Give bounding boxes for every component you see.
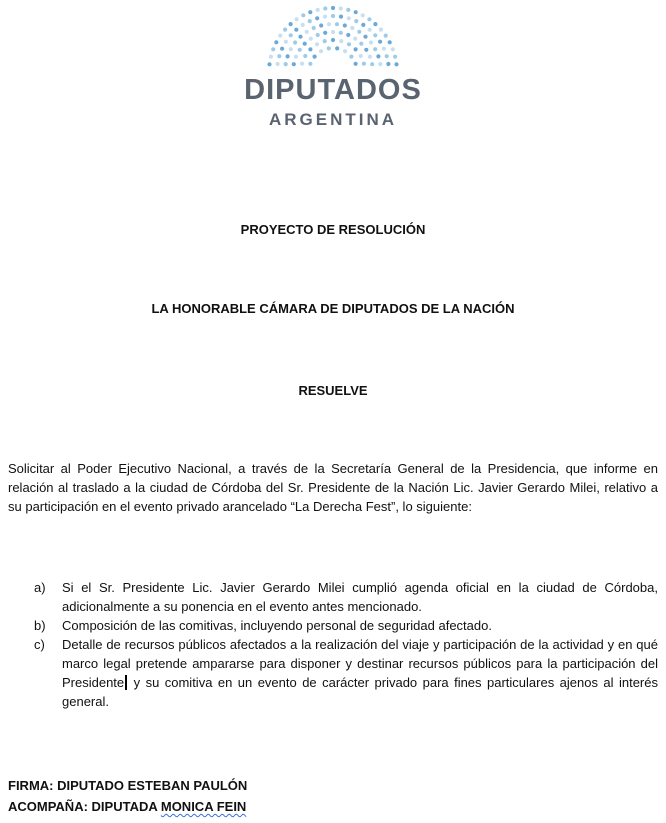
seat-dot	[339, 39, 343, 43]
seat-dot	[315, 16, 319, 20]
seat-dot	[293, 40, 297, 44]
text-cursor	[125, 675, 127, 690]
seat-dot	[323, 31, 327, 35]
seat-dot	[274, 40, 278, 44]
seat-dot	[364, 48, 368, 52]
seat-dot	[323, 15, 327, 19]
seat-dot	[353, 37, 357, 41]
seat-dot	[346, 8, 350, 12]
seat-dot	[316, 8, 320, 12]
seat-dot	[301, 23, 305, 27]
seat-dot	[343, 49, 347, 53]
seat-dot	[382, 47, 386, 51]
seat-dot	[267, 62, 271, 66]
list-item-text: Detalle de recursos públicos afectados a la realización del viaje y participación de la actividad y en qué marco legal pretende ampararse para disponer y destinar recursos públicos para la participación del Presidente	[62, 637, 658, 690]
seat-dot	[331, 14, 335, 18]
seat-dot	[276, 62, 280, 66]
seat-dot	[394, 62, 398, 66]
seat-dot	[359, 54, 363, 58]
seat-dot	[277, 54, 281, 58]
seat-dot	[319, 49, 323, 53]
seat-dot	[373, 22, 377, 26]
seat-dot	[347, 42, 351, 46]
seat-dot	[312, 26, 316, 30]
seat-dot	[385, 54, 389, 58]
seat-dot	[331, 6, 335, 10]
seat-dot	[349, 55, 353, 59]
seat-dot	[289, 22, 293, 26]
seat-dot	[370, 62, 374, 66]
seat-dot	[323, 6, 327, 10]
seat-dot	[283, 28, 287, 32]
seat-dot	[367, 17, 371, 21]
seat-dot	[373, 47, 377, 51]
seat-dot	[368, 28, 372, 32]
list-item-text: Si el Sr. Presidente Lic. Javier Gerardo Milei cumplió agenda oficial en la ciudad de Córdoba, adicionalmente a su ponencia en el evento antes mencionado.	[62, 580, 658, 614]
seat-dot	[327, 22, 331, 26]
seat-dot	[359, 42, 363, 46]
seat-dot	[373, 33, 377, 37]
seat-dot	[313, 55, 317, 59]
seat-dot	[335, 22, 339, 26]
seat-dot	[292, 62, 296, 66]
seat-dot	[384, 34, 388, 38]
seat-dot	[378, 62, 382, 66]
seat-dot	[295, 17, 299, 21]
diputados-logo	[0, 0, 666, 140]
seat-dot	[308, 47, 312, 51]
seat-dot	[294, 55, 298, 59]
chamber-heading: LA HONORABLE CÁMARA DE DIPUTADOS DE LA NACIÓN	[151, 301, 515, 316]
seat-dot	[369, 40, 373, 44]
logo-title: DIPUTADOS	[244, 74, 422, 106]
chamber-seats-icon	[256, 4, 410, 74]
seat-dot	[271, 47, 275, 51]
signature-firma: FIRMA: DIPUTADO ESTEBAN PAULÓN	[8, 778, 248, 793]
seat-dot	[362, 62, 366, 66]
list-marker: a)	[34, 580, 46, 595]
seat-dot	[354, 10, 358, 14]
seat-dot	[323, 39, 327, 43]
signature-acompana	[8, 799, 246, 814]
seat-dot	[289, 33, 293, 37]
seat-dot	[378, 40, 382, 44]
seat-dot	[350, 26, 354, 30]
spellcheck-name: MONICA FEIN	[160, 799, 247, 814]
seat-dot	[327, 46, 331, 50]
seat-dot	[331, 38, 335, 42]
list-item	[34, 635, 658, 711]
seat-dot	[303, 54, 307, 58]
project-heading: PROYECTO DE RESOLUCIÓN	[240, 222, 426, 237]
seat-dot	[308, 19, 312, 23]
list-item	[34, 578, 658, 616]
seat-dot	[339, 31, 343, 35]
seat-dot	[308, 10, 312, 14]
resolves-heading: RESUELVE	[298, 383, 368, 398]
seat-dot	[386, 62, 390, 66]
seat-dot	[388, 40, 392, 44]
seat-dot	[301, 13, 305, 17]
seat-dot	[298, 35, 302, 39]
seat-dot	[354, 19, 358, 23]
seat-dot	[315, 42, 319, 46]
seat-dot	[393, 55, 397, 59]
request-list	[34, 578, 658, 711]
seat-dot	[346, 33, 350, 37]
seat-dot	[339, 6, 343, 10]
signature-acompana-prefix: ACOMPAÑA: DIPUTADA	[8, 799, 161, 814]
intro-paragraph: Solicitar al Poder Ejecutivo Nacional, a través de la Secretaría General de la Presidencia, que informe en relación al traslado a la ciudad de Córdoba del Sr. Presidente de la Nación Lic. Javier Gerardo Milei, relativo a su participación en el evento privado arancelado “La Derecha Fest”, lo siguiente:	[8, 461, 658, 514]
seat-dot	[298, 48, 302, 52]
list-item-text-continued: y su comitiva en un evento de carácter privado para fines particulares ajenos al interés general.	[62, 675, 658, 709]
seat-dot	[357, 30, 361, 34]
list-item	[34, 616, 658, 635]
seat-dot	[391, 47, 395, 51]
seat-dot	[305, 30, 309, 34]
seat-dot	[354, 62, 358, 66]
seat-dot	[361, 23, 365, 27]
seat-dot	[361, 13, 365, 17]
seat-dot	[308, 62, 312, 66]
seat-dot	[294, 28, 298, 32]
seat-dot	[368, 55, 372, 59]
seat-dot	[319, 23, 323, 27]
seat-dot	[331, 30, 335, 34]
seat-dot	[376, 54, 380, 58]
list-item-text: Composición de las comitivas, incluyendo personal de seguridad afectado.	[62, 618, 492, 633]
seat-dot	[335, 46, 339, 50]
seat-dot	[309, 37, 313, 41]
list-marker: b)	[34, 618, 46, 633]
seat-dot	[303, 42, 307, 46]
seat-dot	[379, 28, 383, 32]
seat-dot	[354, 47, 358, 51]
seat-dot	[284, 40, 288, 44]
list-marker: c)	[34, 637, 45, 652]
seat-dot	[289, 47, 293, 51]
seat-dot	[347, 16, 351, 20]
seat-dot	[278, 34, 282, 38]
seat-dot	[343, 23, 347, 27]
seat-dot	[339, 15, 343, 19]
seat-dot	[280, 47, 284, 51]
logo-subtitle: ARGENTINA	[268, 110, 398, 129]
seat-dot	[286, 54, 290, 58]
seat-dot	[300, 62, 304, 66]
seat-dot	[316, 33, 320, 37]
seat-dot	[269, 55, 273, 59]
seat-dot	[363, 35, 367, 39]
seat-dot	[284, 62, 288, 66]
